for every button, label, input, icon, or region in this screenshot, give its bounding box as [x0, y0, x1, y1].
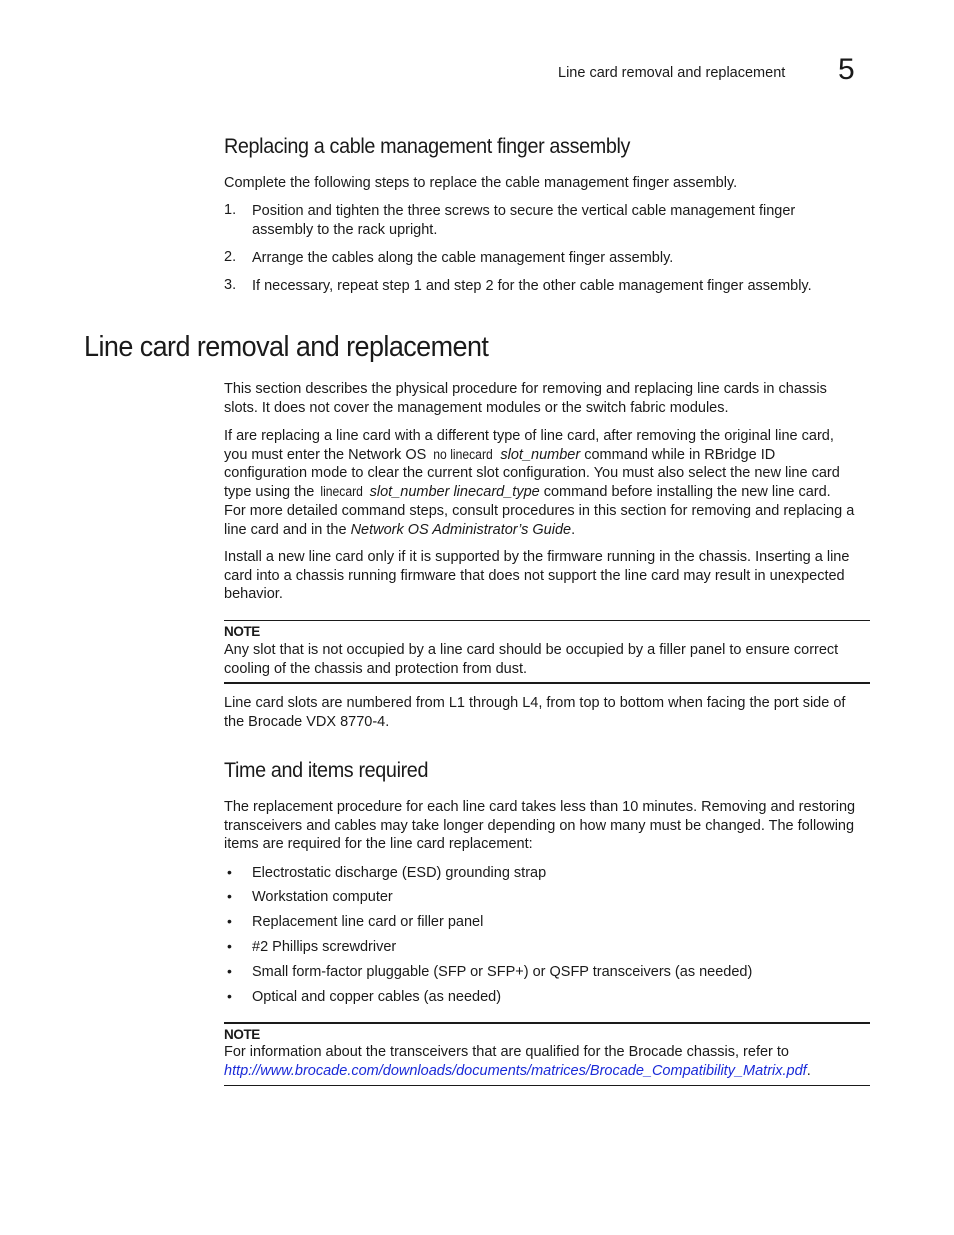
- note-bottom-rule: [224, 682, 870, 684]
- paragraph-line: slots. It does not cover the management modules or the switch fabric modules.: [224, 399, 729, 416]
- replacement-command-paragraph: [224, 427, 870, 539]
- note-bottom-rule: [224, 1085, 870, 1086]
- note-line: cooling of the chassis and protection from dust.: [224, 660, 528, 677]
- bullet-icon: •: [227, 888, 232, 904]
- paragraph-line: This section describes the physical procedure for removing and replacing line cards in chassis: [224, 381, 827, 397]
- compatibility-matrix-link[interactable]: http://www.brocade.com/downloads/documents/matrices/Brocade_Compatibility_Matrix.pdf: [224, 1062, 807, 1079]
- paragraph-line: [224, 483, 870, 502]
- paragraph-line: [224, 521, 870, 540]
- paragraph-line: card into a chassis running firmware that does not support the line card may result in unexpected: [224, 567, 845, 584]
- step-1-line-2: assembly to the rack upright.: [252, 221, 438, 238]
- bullet-icon: •: [227, 963, 232, 979]
- linecard-command: linecard: [320, 484, 364, 500]
- note-top-rule: [224, 620, 870, 621]
- intro-paragraph: [224, 380, 870, 417]
- paragraph-line: behavior.: [224, 586, 283, 603]
- step-number: 3.: [224, 277, 237, 293]
- required-item: Small form-factor pluggable (SFP or SFP+) or QSFP transceivers (as needed): [252, 964, 753, 980]
- paragraph-line: configuration mode to clear the current slot configuration. You must also select the new line card: [224, 465, 840, 482]
- text-run: command before installing the new line card.: [539, 484, 831, 501]
- required-item: Optical and copper cables (as needed): [252, 989, 502, 1005]
- text-run: type using the: [224, 484, 319, 501]
- heading-time-and-items: Time and items required: [224, 758, 429, 782]
- step-1-line-1: Position and tighten the three screws to secure the vertical cable management finger: [252, 203, 796, 219]
- paragraph-line: items are required for the line card replacement:: [224, 836, 533, 853]
- finger-intro-paragraph: Complete the following steps to replace the cable management finger assembly.: [224, 175, 738, 191]
- note-text: [224, 1043, 870, 1080]
- paragraph-line: [224, 446, 870, 465]
- paragraph-line: Line card slots are numbered from L1 through L4, from top to bottom when facing the port side of: [224, 695, 846, 711]
- chapter-number: 5: [838, 53, 855, 86]
- heading-line-card-removal: Line card removal and replacement: [84, 331, 489, 363]
- step-1-text: [252, 202, 868, 239]
- linecard-arguments: slot_number linecard_type: [369, 484, 540, 501]
- text-run: .: [806, 1062, 811, 1079]
- step-3-text: If necessary, repeat step 1 and step 2 for the other cable management finger assembly.: [252, 278, 812, 294]
- paragraph-line: For more detailed command steps, consult procedures in this section for removing and replacing a: [224, 502, 855, 519]
- step-2-text: Arrange the cables along the cable management finger assembly.: [252, 250, 674, 266]
- note-line: For information about the transceivers that are qualified for the Brocade chassis, refer to: [224, 1044, 789, 1060]
- running-header-title: Line card removal and replacement: [558, 65, 786, 81]
- bullet-icon: •: [227, 913, 232, 929]
- required-item: Electrostatic discharge (ESD) grounding strap: [252, 865, 547, 881]
- text-run: line card and in the: [224, 521, 351, 538]
- note-top-rule: [224, 1022, 870, 1024]
- guide-reference: Network OS Administrator’s Guide: [350, 521, 572, 538]
- heading-finger-assembly: Replacing a cable management finger assembly: [224, 134, 631, 158]
- note-line: Any slot that is not occupied by a line card should be occupied by a filler panel to ensure correct: [224, 642, 839, 658]
- note-line: [224, 1062, 870, 1081]
- note-label: NOTE: [224, 624, 260, 639]
- note-label: NOTE: [224, 1027, 260, 1042]
- bullet-icon: •: [227, 938, 232, 954]
- step-number: 2.: [224, 249, 237, 265]
- slot-number-argument: slot_number: [500, 446, 581, 463]
- paragraph-line: The replacement procedure for each line card takes less than 10 minutes. Removing and restoring: [224, 799, 856, 815]
- text-run: .: [571, 521, 576, 538]
- required-item: Replacement line card or filler panel: [252, 914, 484, 930]
- firmware-paragraph: [224, 548, 870, 604]
- paragraph-line: If are replacing a line card with a different type of line card, after removing the original line card,: [224, 428, 834, 444]
- time-paragraph: [224, 798, 870, 854]
- required-item: #2 Phillips screwdriver: [252, 939, 397, 955]
- paragraph-line: the Brocade VDX 8770-4.: [224, 713, 390, 730]
- text-run: command while in RBridge ID: [580, 446, 776, 463]
- slot-numbering-paragraph: [224, 694, 870, 731]
- required-item: Workstation computer: [252, 889, 393, 905]
- paragraph-line: Install a new line card only if it is supported by the firmware running in the chassis. Inserting a line: [224, 549, 850, 565]
- paragraph-line: transceivers and cables may take longer depending on how many must be changed. The following: [224, 817, 855, 834]
- bullet-icon: •: [227, 864, 232, 880]
- no-linecard-command: no linecard: [433, 446, 494, 462]
- bullet-icon: •: [227, 988, 232, 1004]
- text-run: you must enter the Network OS: [224, 446, 431, 463]
- note-text: [224, 641, 870, 678]
- step-number: 1.: [224, 202, 237, 218]
